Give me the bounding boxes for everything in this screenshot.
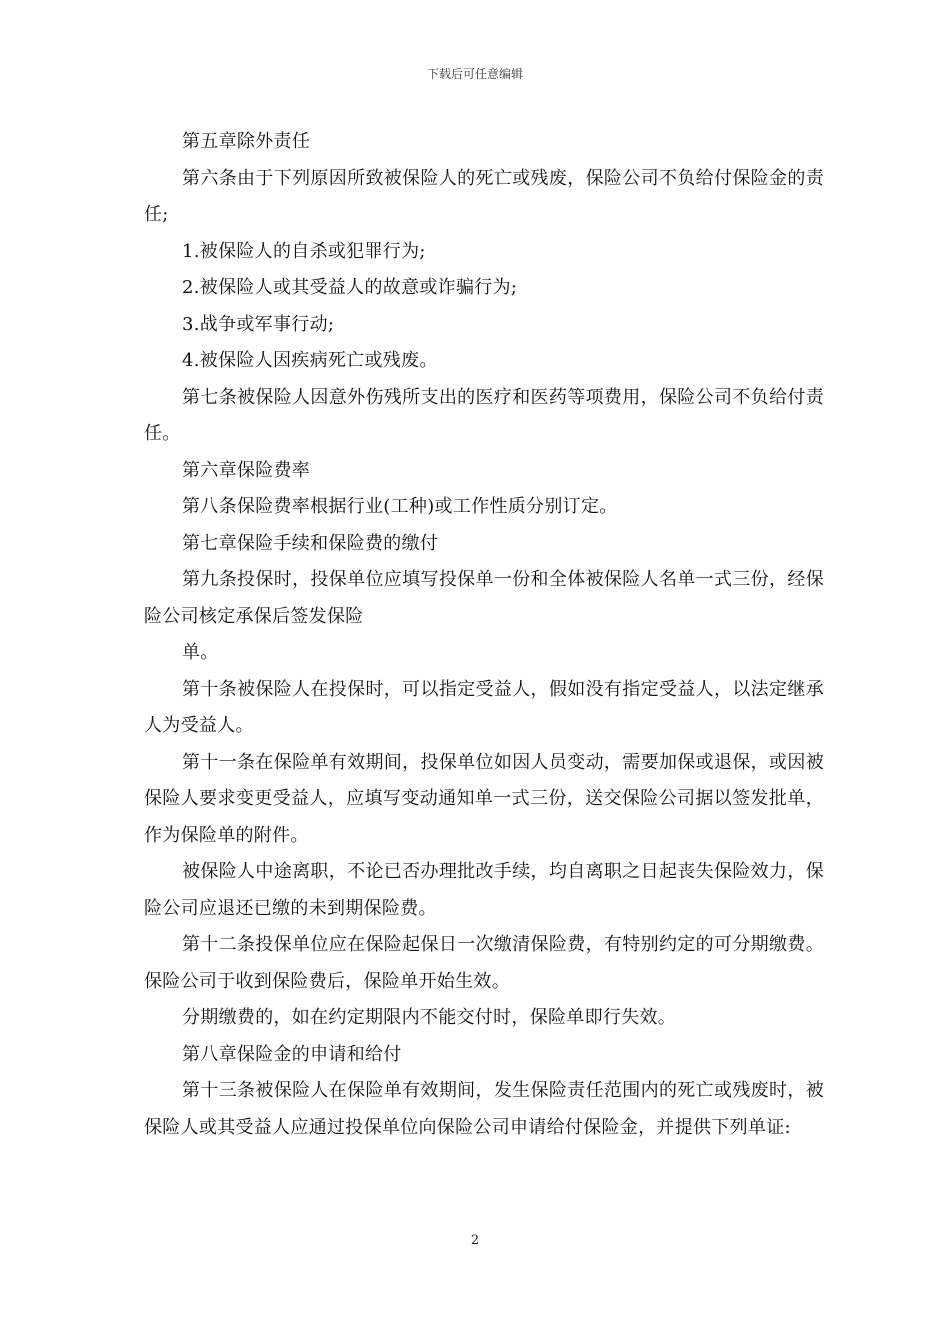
article-6-item-3: 3.战争或军事行动; [182, 313, 335, 335]
article-9-continuation: 单。 [182, 642, 219, 663]
article-6-item-1: 1.被保险人的自杀或犯罪行为; [182, 240, 426, 262]
article-9: 第九条投保时，投保单位应填写投保单一份和全体被保险人名单一式三份，经保险公司核定承保后签发保险 [144, 569, 824, 627]
article-11: 第十一条在保险单有效期间，投保单位如因人员变动，需要加保或退保，或因被保险人要求变更受益人，应填写变动通知单一式三份，送交保险公司据以签发批单，作为保险单的附件。 [144, 751, 824, 846]
article-7: 第七条被保险人因意外伤残所支出的医疗和医药等项费用，保险公司不负给付责任。 [144, 386, 824, 444]
page-header: 下载后可任意编辑 [426, 67, 523, 81]
article-13: 第十三条被保险人在保险单有效期间，发生保险责任范围内的死亡或残废时，被保险人或其受益人应通过投保单位向保险公司申请给付保险金，并提供下列单证: [144, 1080, 824, 1138]
page-number: 2 [470, 1233, 480, 1248]
article-10: 第十条被保险人在投保时，可以指定受益人，假如没有指定受益人，以法定继承人为受益人。 [144, 678, 824, 736]
article-6-item-4: 4.被保险人因疾病死亡或残废。 [182, 350, 438, 371]
article-8: 第八条保险费率根据行业(工种)或工作性质分别订定。 [182, 496, 618, 517]
chapter-heading-7: 第七章保险手续和保险费的缴付 [182, 532, 439, 554]
article-11-paragraph-2: 被保险人中途离职，不论已否办理批改手续，均自离职之日起丧失保险效力，保险公司应退还已缴的未到期保险费。 [144, 861, 824, 919]
chapter-heading-5: 第五章除外责任 [182, 131, 311, 152]
chapter-heading-6: 第六章保险费率 [182, 459, 311, 481]
article-6-item-2: 2.被保险人或其受益人的故意或诈骗行为; [182, 277, 518, 298]
chapter-heading-8: 第八章保险金的申请和给付 [182, 1043, 402, 1065]
article-12-paragraph-2: 分期缴费的，如在约定期限内不能交付时，保险单即行失效。 [182, 1007, 677, 1028]
article-6: 第六条由于下列原因所致被保险人的死亡或残废，保险公司不负给付保险金的责任; [144, 167, 824, 225]
document-body [144, 124, 824, 1146]
article-12: 第十二条投保单位应在保险起保日一次缴清保险费，有特别约定的可分期缴费。保险公司于收到保险费后，保险单开始生效。 [144, 934, 824, 992]
